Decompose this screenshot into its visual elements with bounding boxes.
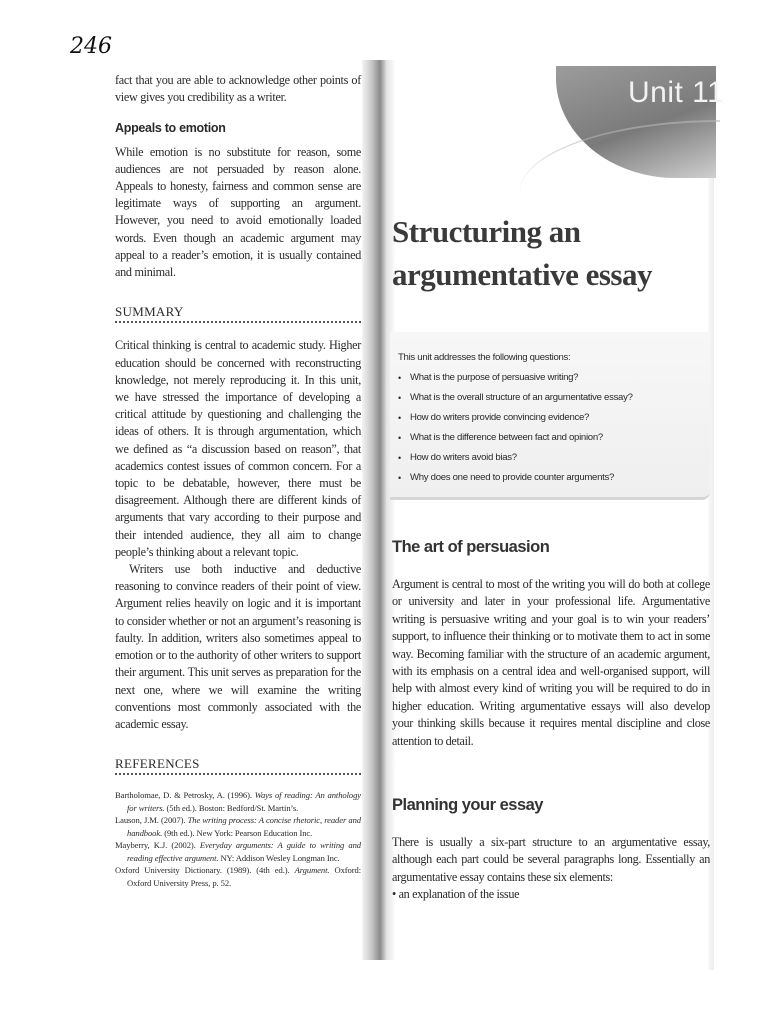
planning-body [392,834,710,904]
summary-heading: SUMMARY [115,303,361,323]
question-item: • What is the difference between fact and opinion? [398,428,710,448]
unit-label: Unit 11 [628,76,725,109]
questions-intro: This unit addresses the following questions: [398,352,571,363]
questions-list [398,368,710,488]
planning-bullet: • an explanation of the issue [392,887,520,902]
appeals-heading: Appeals to emotion [115,121,226,136]
left-page-column [115,72,361,889]
planning-heading: Planning your essay [392,796,543,814]
book-spine-shadow [362,60,386,960]
persuasion-heading: The art of persuasion [392,538,550,556]
opening-paragraph: fact that you are able to acknowledge other points of view gives you credibility as a writer. [115,73,361,105]
reference-item: Lauson, J.M. (2007). The writing process: A concise rhetoric, reader and handbook. (9th ed.). New York: Pearson Education Inc. [115,815,361,838]
gutter-shadow [386,60,396,960]
question-item: • Why does one need to provide counter arguments? [398,468,710,488]
references-heading: REFERENCES [115,755,361,775]
reference-item: Bartholomae, D. & Petrosky, A. (1996). Ways of reading: An anthology for writers. (5th ed.). Boston: Bedford/St. Martin’s. [115,790,361,813]
unit-tab-curve [520,120,720,192]
unit-questions-box [390,332,710,500]
reference-item: Mayberry, K.J. (2002). Everyday arguments: A guide to writing and reading effective argument. NY: Addison Wesley Longman Inc. [115,840,362,863]
summary-paragraph-1: Critical thinking is central to academic study. Higher education should be concerned with reconstructing knowledge, not merely reproducing it. In this unit, we have stressed the importance of developing a critical attitude by questioning and challenging the ideas of others. It is through argumentation, which we defined as “a discussion based on reason”, that academics contest issues of common concern. For a topic to be debatable, however, there must be disagreement. Although there are different kinds of arguments that vary according to their purpose and their intended audience, they all aim to change people’s thinking about a relevant topic. [115,338,361,559]
question-item: • How do writers avoid bias? [398,448,710,468]
title-line-2: argumentative essay [392,257,652,292]
question-item: • How do writers provide convincing evidence? [398,408,710,428]
title-line-1: Structuring an [392,214,581,249]
appeals-paragraph: While emotion is no substitute for reason, some audiences are not persuaded by reason alone. Appeals to honesty, fairness and common sense are legitimate ways of supporting an argument. However, you need to avoid emotionally loaded words. Even though an academic argument may appeal to a reader’s emotion, it is usually contained and minimal. [115,144,361,280]
question-item: • What is the overall structure of an argumentative essay? [398,388,710,408]
planning-paragraph: There is usually a six-part structure to an argumentative essay, although each part could be several paragraphs long. Essentially an argumentative essay contains these six elements: [392,835,710,884]
reference-item: Oxford University Dictionary. (1989). (4th ed.). Argument. Oxford: Oxford University Press, p. 52. [115,865,361,888]
summary-paragraph-2: Writers use both inductive and deductive reasoning to convince readers of their point of view. Argument relies heavily on logic and it is important to consider whether or not an argument’s reasoning is faulty. In addition, writers also sometimes appeal to emotion or to the authority of other writers to support their argument. This unit serves as preparation for the next one, where we will examine the writing conventions most commonly associated with the academic essay. [115,562,361,731]
persuasion-body [392,576,710,750]
chapter-title [392,210,710,296]
references-list [115,789,361,889]
question-item: • What is the purpose of persuasive writing? [398,368,710,388]
persuasion-paragraph: Argument is central to most of the writing you will do both at college or university and later in your professional life. Argumentative writing is persuasive writing and your goal is to win your readers’ support, to influence their thinking or to motivate them to act in some way. Becoming familiar with the structure of an academic argument, with its emphasis on a central idea and well-organised support, will help with almost every kind of writing you will be required to do in higher education. Writing argumentative essays will also develop your thinking skills because it requires mental discipline and close attention to detail. [392,577,710,748]
handwritten-page-number: 246 [70,34,112,59]
